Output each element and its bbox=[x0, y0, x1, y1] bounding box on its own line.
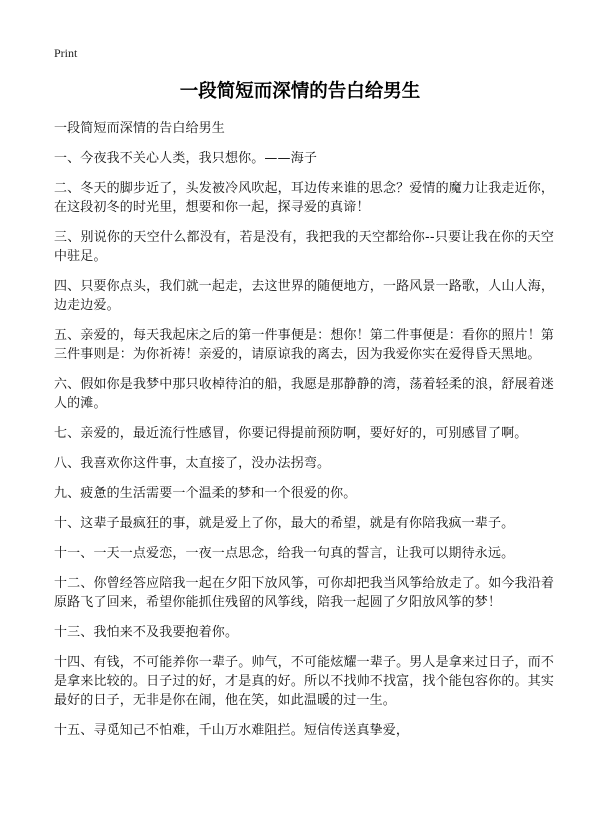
paragraph-12: 十二、你曾经答应陪我一起在夕阳下放风筝，可你却把我当风筝给放走了。如今我沿着原路飞了回来，希望你能抓住残留的风筝线，陪我一起圆了夕阳放风筝的梦！ bbox=[54, 576, 554, 610]
paragraph-13: 十三、我怕来不及我要抱着你。 bbox=[54, 625, 239, 640]
paragraph-11: 十一、一天一点爱恋，一夜一点思念，给我一句真的誓言，让我可以期待永远。 bbox=[54, 546, 515, 561]
paragraph-7: 七、亲爱的，最近流行性感冒，你要记得提前预防啊，要好好的，可别感冒了啊。 bbox=[54, 426, 528, 441]
paragraph-10: 十、这辈子最疯狂的事，就是爱上了你，最大的希望，就是有你陪我疯一辈子。 bbox=[54, 516, 515, 531]
print-link[interactable]: Print bbox=[54, 46, 78, 60]
paragraph-1: 一、今夜我不关心人类，我只想你。——海子 bbox=[54, 151, 318, 166]
paragraph-8: 八、我喜欢你这件事，太直接了，没办法拐弯。 bbox=[54, 456, 331, 471]
paragraph-14: 十四、有钱，不可能养你一辈子。帅气，不可能炫耀一辈子。男人是拿来过日子，而不是拿来比较的。日子过的好，才是真的好。所以不找帅不找富，找个能包容你的。其实最好的日子，无非是你在闹，他在笑，如此温暖的过一生。 bbox=[54, 655, 554, 708]
paragraph-5: 五、亲爱的，每天我起床之后的第一件事便是：想你！第二件事便是：看你的照片！第三件事则是：为你祈祷！亲爱的，请原谅我的离去，因为我爱你实在爱得昏天黑地。 bbox=[54, 328, 554, 362]
paragraph-9: 九、疲惫的生活需要一个温柔的梦和一个很爱的你。 bbox=[54, 486, 357, 501]
paragraph-6: 六、假如你是我梦中那只收棹待泊的船，我愿是那静静的湾，荡着轻柔的浪，舒展着迷人的滩。 bbox=[54, 377, 554, 411]
paragraph-3: 三、别说你的天空什么都没有，若是没有，我把我的天空都给你--只要让我在你的天空中驻足。 bbox=[54, 230, 554, 264]
paragraph-intro: 一段简短而深情的告白给男生 bbox=[54, 121, 225, 136]
paragraph-4: 四、只要你点头，我们就一起走，去这世界的随便地方，一路风景一路歌，人山人海，边走边爱。 bbox=[54, 279, 554, 313]
document-body bbox=[54, 119, 554, 751]
document-title: 一段简短而深情的告白给男生 bbox=[179, 81, 421, 102]
paragraph-2: 二、冬天的脚步近了，头发被冷风吹起，耳边传来谁的思念？爱情的魔力让我走近你，在这段初冬的时光里，想要和你一起，探寻爱的真谛！ bbox=[54, 181, 554, 215]
paragraph-15: 十五、寻觅知己不怕难，千山万水难阻拦。短信传送真挚爱， bbox=[54, 723, 410, 738]
